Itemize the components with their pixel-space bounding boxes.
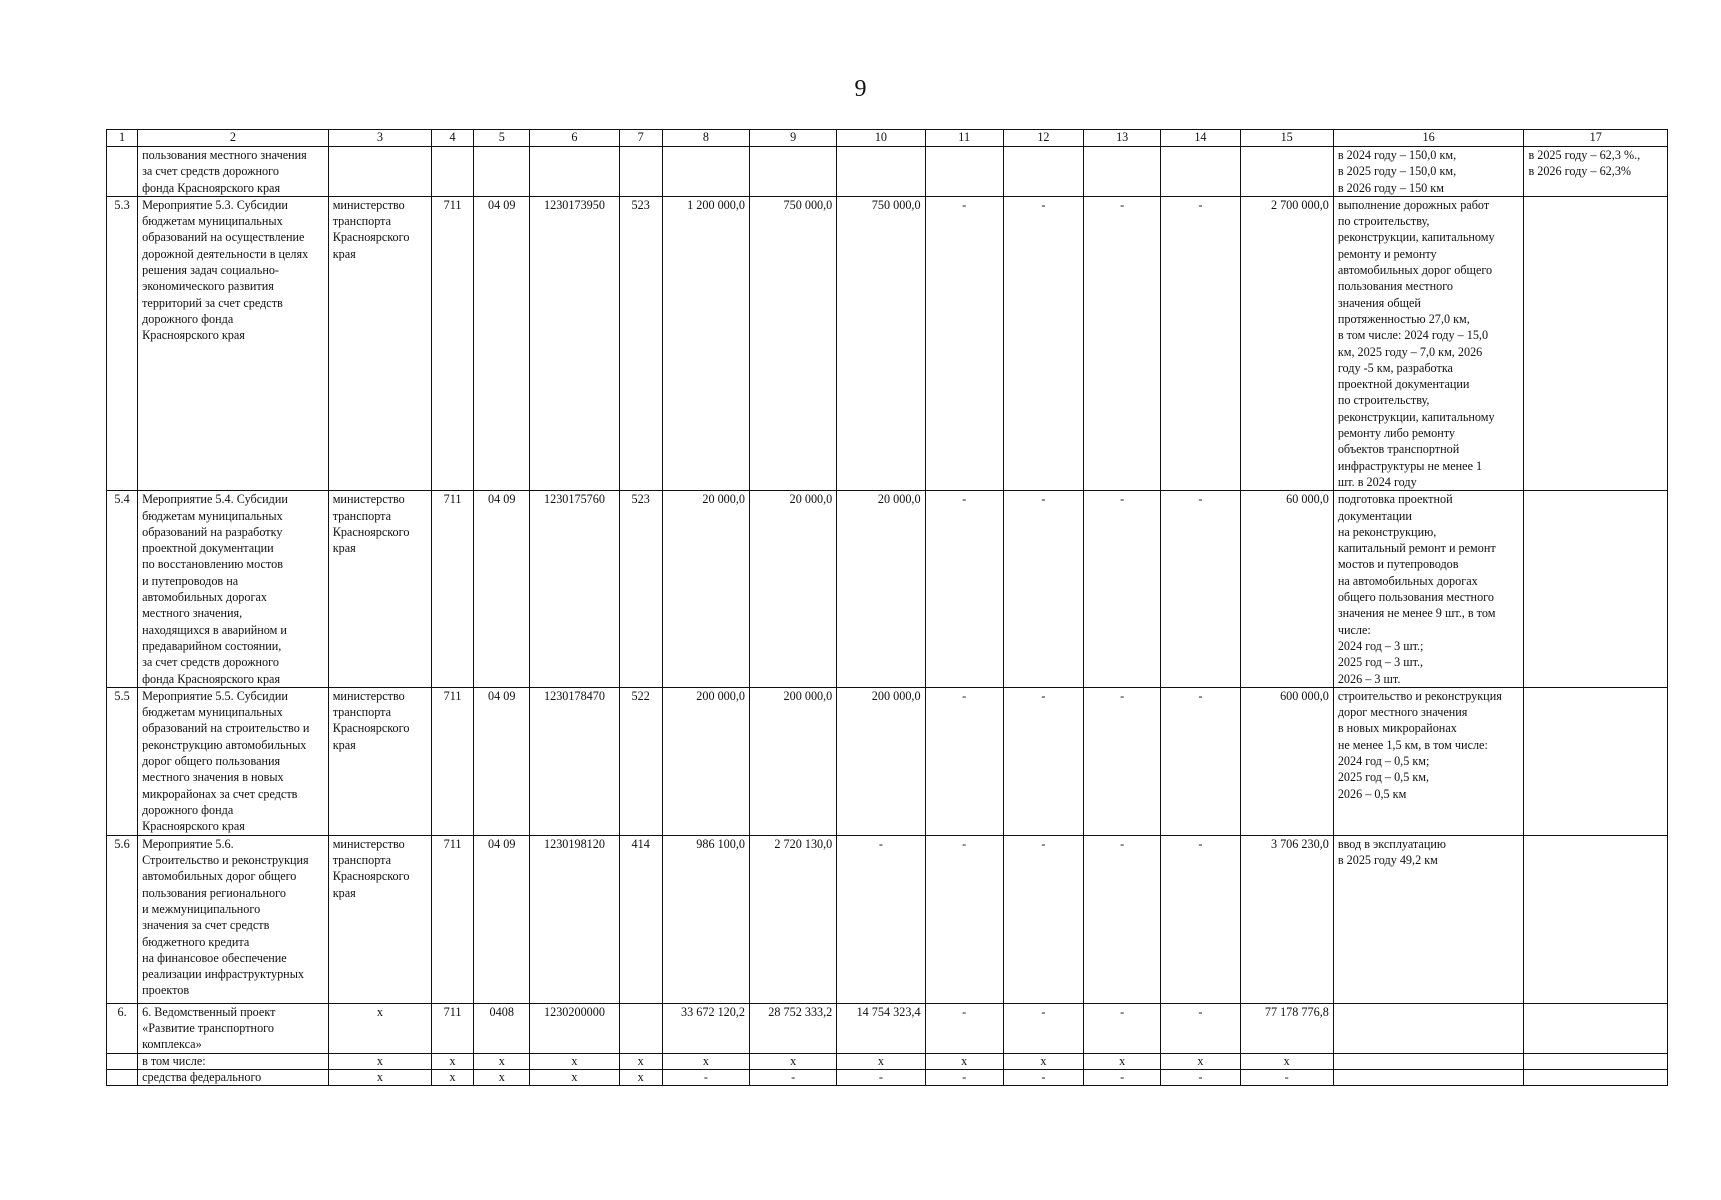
column-header: 14 <box>1161 130 1240 147</box>
table-cell: строительство и реконструкция дорог местного значения в новых микрорайонах не менее 1,5 км, в том числе: 2024 год – 0,5 км; 2025 год – 0,5 км, 2026 – 0,5 км <box>1333 687 1524 835</box>
table-cell: х <box>328 1069 431 1085</box>
column-header: 11 <box>925 130 1003 147</box>
table-cell: 523 <box>619 491 662 688</box>
table-cell: 200 000,0 <box>750 687 837 835</box>
table-cell <box>1333 1053 1524 1069</box>
table-row <box>107 196 1668 490</box>
table-cell: 750 000,0 <box>837 196 925 490</box>
budget-table <box>106 129 1668 1086</box>
table-cell: 77 178 776,8 <box>1240 1003 1333 1053</box>
table-cell <box>1333 1003 1524 1053</box>
table-cell: - <box>1161 1069 1240 1085</box>
table-cell: - <box>750 1069 837 1085</box>
table-cell: средства федерального <box>138 1069 329 1085</box>
table-cell: 200 000,0 <box>662 687 749 835</box>
table-cell: х <box>925 1053 1003 1069</box>
table-cell <box>432 147 474 197</box>
table-cell <box>837 147 925 197</box>
table-cell <box>1333 1069 1524 1085</box>
column-header: 17 <box>1524 130 1668 147</box>
table-cell: 1230198120 <box>530 835 619 1003</box>
table-cell: 5.3 <box>107 196 138 490</box>
table-cell: 711 <box>432 1003 474 1053</box>
table-cell: 711 <box>432 835 474 1003</box>
table-cell: 750 000,0 <box>750 196 837 490</box>
column-header: 6 <box>530 130 619 147</box>
table-cell <box>474 147 530 197</box>
column-header: 3 <box>328 130 431 147</box>
table-cell: 04 09 <box>474 835 530 1003</box>
column-header: 9 <box>750 130 837 147</box>
table-cell: подготовка проектной документации на реконструкцию, капитальный ремонт и ремонт мостов и путепроводов на автомобильных дорогах общего пользования местного значения не менее 9 шт., в том числе: 2024 год – 3 шт.; 2025 год – 3 шт., 2026 – 3 шт. <box>1333 491 1524 688</box>
table-cell: - <box>1161 196 1240 490</box>
column-header: 7 <box>619 130 662 147</box>
table-cell: х <box>432 1053 474 1069</box>
table-cell: 2 700 000,0 <box>1240 196 1333 490</box>
table-cell: 5.5 <box>107 687 138 835</box>
table-cell: - <box>925 835 1003 1003</box>
table-cell: Мероприятие 5.6. Строительство и реконструкция автомобильных дорог общего пользования регионального и межмуниципального значения за счет средств бюджетного кредита на финансовое обеспечение реализации инфраструктурных проектов <box>138 835 329 1003</box>
table-cell: 33 672 120,2 <box>662 1003 749 1053</box>
table-cell: - <box>1161 491 1240 688</box>
table-cell <box>1161 147 1240 197</box>
table-cell: 1 200 000,0 <box>662 196 749 490</box>
table-cell: - <box>1084 491 1161 688</box>
page-number: 9 <box>854 76 867 102</box>
table-cell: 0408 <box>474 1003 530 1053</box>
table-cell: х <box>474 1069 530 1085</box>
table-cell <box>1084 147 1161 197</box>
table-cell: 04 09 <box>474 196 530 490</box>
table-cell <box>107 1053 138 1069</box>
table-header-row <box>107 130 1668 147</box>
table-cell: в 2025 году – 62,3 %., в 2026 году – 62,3% <box>1524 147 1668 197</box>
table-cell: пользования местного значения за счет средств дорожного фонда Красноярского края <box>138 147 329 197</box>
column-header: 4 <box>432 130 474 147</box>
table-cell: х <box>837 1053 925 1069</box>
table-cell: 1230173950 <box>530 196 619 490</box>
table-cell: 6. <box>107 1003 138 1053</box>
table-cell: х <box>432 1069 474 1085</box>
table-cell: х <box>328 1003 431 1053</box>
table-cell <box>750 147 837 197</box>
table-cell: министерство транспорта Красноярского края <box>328 491 431 688</box>
table-cell: 20 000,0 <box>662 491 749 688</box>
table-cell: - <box>1084 1003 1161 1053</box>
table-cell: х <box>530 1069 619 1085</box>
table-cell: 20 000,0 <box>750 491 837 688</box>
table-cell: 5.4 <box>107 491 138 688</box>
table-cell <box>328 147 431 197</box>
table-cell: х <box>1003 1053 1083 1069</box>
table-cell: 711 <box>432 491 474 688</box>
column-header: 12 <box>1003 130 1083 147</box>
table-cell: х <box>619 1053 662 1069</box>
table-cell: министерство транспорта Красноярского края <box>328 687 431 835</box>
table-cell: х <box>619 1069 662 1085</box>
table-cell: 04 09 <box>474 687 530 835</box>
table-cell <box>619 147 662 197</box>
table-cell <box>1524 687 1668 835</box>
table-cell <box>1524 1069 1668 1085</box>
table-cell: х <box>474 1053 530 1069</box>
table-cell <box>107 147 138 197</box>
table-cell: - <box>925 1069 1003 1085</box>
column-header: 10 <box>837 130 925 147</box>
table-cell: 1230178470 <box>530 687 619 835</box>
table-cell: - <box>1161 1003 1240 1053</box>
table-row <box>107 835 1668 1003</box>
table-cell: - <box>925 491 1003 688</box>
table-cell: 6. Ведомственный проект «Развитие транспортного комплекса» <box>138 1003 329 1053</box>
table-cell: Мероприятие 5.4. Субсидии бюджетам муниципальных образований на разработку проектной документации по восстановлению мостов и путепроводов на автомобильных дорогах местного значения, находящихся в аварийном и предаварийном состоянии, за счет средств дорожного фонда Красноярского края <box>138 491 329 688</box>
table-cell <box>925 147 1003 197</box>
table-cell: 200 000,0 <box>837 687 925 835</box>
table-cell: - <box>1003 1003 1083 1053</box>
table-cell: 5.6 <box>107 835 138 1003</box>
table-cell: - <box>1084 1069 1161 1085</box>
table-cell: ввод в эксплуатацию в 2025 году 49,2 км <box>1333 835 1524 1003</box>
table-cell: 60 000,0 <box>1240 491 1333 688</box>
table-cell: 28 752 333,2 <box>750 1003 837 1053</box>
table-cell: - <box>1003 1069 1083 1085</box>
table-cell: - <box>1003 491 1083 688</box>
table-cell <box>1003 147 1083 197</box>
column-header: 8 <box>662 130 749 147</box>
table-cell <box>662 147 749 197</box>
column-header: 5 <box>474 130 530 147</box>
table-cell: - <box>1161 687 1240 835</box>
table-cell: 522 <box>619 687 662 835</box>
table-cell: 04 09 <box>474 491 530 688</box>
table-cell: 20 000,0 <box>837 491 925 688</box>
table-cell: - <box>1003 835 1083 1003</box>
table-cell: 2 720 130,0 <box>750 835 837 1003</box>
column-header: 2 <box>138 130 329 147</box>
table-cell: - <box>1084 196 1161 490</box>
table-cell: - <box>1084 687 1161 835</box>
table-cell: х <box>1240 1053 1333 1069</box>
table-cell: - <box>837 1069 925 1085</box>
table-cell: х <box>662 1053 749 1069</box>
table-cell: х <box>530 1053 619 1069</box>
table-cell: выполнение дорожных работ по строительству, реконструкции, капитальному ремонту и ремонту автомобильных дорог общего пользования местного значения общей протяженностью 27,0 км, в том числе: 2024 году – 15,0 км, 2025 году – 7,0 км, 2026 году -5 км, разработка проектной документации по строительству, реконструкции, капитальному ремонту либо ремонту объектов транспортной инфраструктуры не менее 1 шт. в 2024 году <box>1333 196 1524 490</box>
table-cell: 523 <box>619 196 662 490</box>
table-cell: - <box>662 1069 749 1085</box>
table-cell <box>1524 1003 1668 1053</box>
table-row <box>107 147 1668 197</box>
table-cell: - <box>1084 835 1161 1003</box>
table-cell: министерство транспорта Красноярского края <box>328 196 431 490</box>
table-cell: в 2024 году – 150,0 км, в 2025 году – 150,0 км, в 2026 году – 150 км <box>1333 147 1524 197</box>
table-row <box>107 687 1668 835</box>
table-cell <box>619 1003 662 1053</box>
column-header: 1 <box>107 130 138 147</box>
table-cell: Мероприятие 5.5. Субсидии бюджетам муниципальных образований на строительство и реконструкцию автомобильных дорог общего пользования местного значения в новых микрорайонах за счет средств дорожного фонда Красноярского края <box>138 687 329 835</box>
table-cell: - <box>925 196 1003 490</box>
table-row <box>107 1003 1668 1053</box>
table-cell: - <box>1161 835 1240 1003</box>
table-cell: 600 000,0 <box>1240 687 1333 835</box>
table-cell <box>1524 1053 1668 1069</box>
table-cell: 711 <box>432 196 474 490</box>
table-cell <box>1240 147 1333 197</box>
table-cell <box>1524 196 1668 490</box>
table-cell <box>107 1069 138 1085</box>
column-header: 16 <box>1333 130 1524 147</box>
table-cell: министерство транспорта Красноярского края <box>328 835 431 1003</box>
table-cell: 1230200000 <box>530 1003 619 1053</box>
table-cell: - <box>925 1003 1003 1053</box>
column-header: 13 <box>1084 130 1161 147</box>
table-cell: х <box>328 1053 431 1069</box>
table-cell: - <box>1240 1069 1333 1085</box>
table-cell: 711 <box>432 687 474 835</box>
table-cell <box>1524 835 1668 1003</box>
table-cell: 1230175760 <box>530 491 619 688</box>
table-cell <box>1524 491 1668 688</box>
table-row <box>107 1053 1668 1069</box>
table-cell <box>530 147 619 197</box>
table-cell: Мероприятие 5.3. Субсидии бюджетам муниципальных образований на осуществление дорожной деятельности в целях решения задач социально- экономического развития территорий за счет средств дорожного фонда Красноярского края <box>138 196 329 490</box>
table-cell: 414 <box>619 835 662 1003</box>
table-cell: х <box>1084 1053 1161 1069</box>
column-header: 15 <box>1240 130 1333 147</box>
table-cell: - <box>925 687 1003 835</box>
table-row <box>107 1069 1668 1085</box>
table-cell: х <box>750 1053 837 1069</box>
table-cell: 3 706 230,0 <box>1240 835 1333 1003</box>
table-cell: 986 100,0 <box>662 835 749 1003</box>
table-cell: - <box>837 835 925 1003</box>
table-row <box>107 491 1668 688</box>
table-cell: в том числе: <box>138 1053 329 1069</box>
table-cell: х <box>1161 1053 1240 1069</box>
table-cell: - <box>1003 687 1083 835</box>
table-cell: 14 754 323,4 <box>837 1003 925 1053</box>
table-cell: - <box>1003 196 1083 490</box>
